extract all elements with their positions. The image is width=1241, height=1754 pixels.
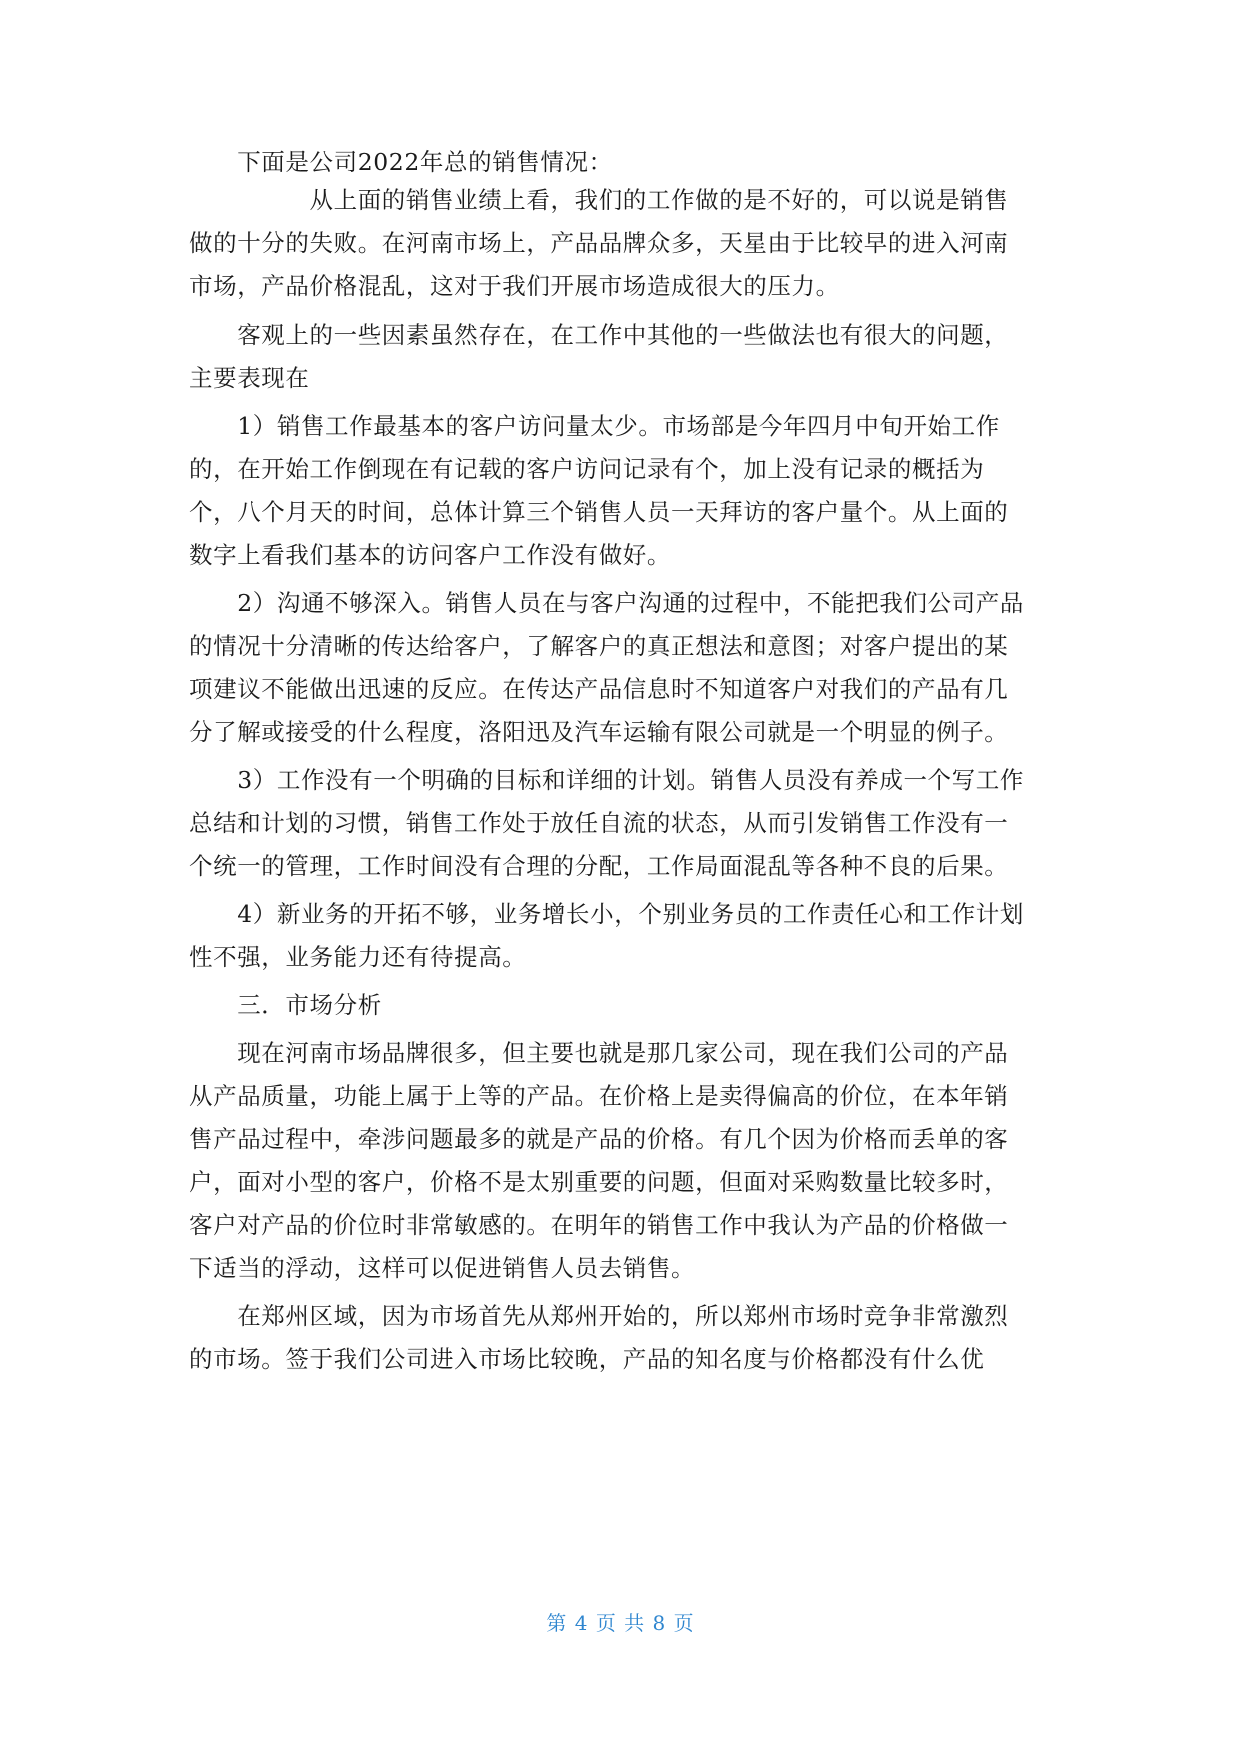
text-line: 项建议不能做出迅速的反应。在传达产品信息时不知道客户对我们的产品有几 <box>189 675 1009 703</box>
text-line: 从产品质量，功能上属于上等的产品。在价格上是卖得偏高的价位，在本年销 <box>189 1082 1009 1110</box>
text-line: 客观上的一些因素虽然存在，在工作中其他的一些做法也有很大的问题， <box>189 321 1009 349</box>
text-line: 个统一的管理，工作时间没有合理的分配，工作局面混乱等各种不良的后果。 <box>189 852 1009 880</box>
text-line: 3）工作没有一个明确的目标和详细的计划。销售人员没有养成一个写工作 <box>189 766 1024 794</box>
text-line: 售产品过程中，牵涉问题最多的就是产品的价格。有几个因为价格而丢单的客 <box>189 1125 1009 1153</box>
text-line: 的市场。签于我们公司进入市场比较晚，产品的知名度与价格都没有什么优 <box>189 1345 985 1373</box>
section-heading: 三．市场分析 <box>189 991 382 1019</box>
text-line: 市场，产品价格混乱，这对于我们开展市场造成很大的压力。 <box>189 272 840 300</box>
text-line: 下面是公司2022年总的销售情况： <box>189 148 613 176</box>
text-line: 1）销售工作最基本的客户访问量太少。市场部是今年四月中旬开始工作 <box>189 412 1000 440</box>
text-line: 主要表现在 <box>189 364 310 392</box>
text-line: 2）沟通不够深入。销售人员在与客户沟通的过程中，不能把我们公司产品 <box>189 589 1024 617</box>
text-line: 客户对产品的价位时非常敏感的。在明年的销售工作中我认为产品的价格做一 <box>189 1211 1009 1239</box>
text-line: 下适当的浮动，这样可以促进销售人员去销售。 <box>189 1254 696 1282</box>
text-line: 分了解或接受的什么程度，洛阳迅及汽车运输有限公司就是一个明显的例子。 <box>189 718 1009 746</box>
text-line: 现在河南市场品牌很多，但主要也就是那几家公司，现在我们公司的产品 <box>189 1039 1009 1067</box>
text-line: 个，八个月天的时间，总体计算三个销售人员一天拜访的客户量个。从上面的 <box>189 498 1009 526</box>
text-line: 在郑州区域，因为市场首先从郑州开始的，所以郑州市场时竞争非常激烈 <box>189 1302 1009 1330</box>
text-line: 的情况十分清晰的传达给客户，了解客户的真正想法和意图；对客户提出的某 <box>189 632 1009 660</box>
text-line: 做的十分的失败。在河南市场上，产品品牌众多，天星由于比较早的进入河南 <box>189 229 1009 257</box>
text-line: 4）新业务的开拓不够，业务增长小，个别业务员的工作责任心和工作计划 <box>189 900 1024 928</box>
text-line: 数字上看我们基本的访问客户工作没有做好。 <box>189 541 671 569</box>
text-line: 性不强，业务能力还有待提高。 <box>189 943 527 971</box>
text-line: 的，在开始工作倒现在有记载的客户访问记录有个，加上没有记录的概括为 <box>189 455 985 483</box>
page-number-footer: 第 4 页 共 8 页 <box>546 1611 695 1635</box>
text-line: 总结和计划的习惯，销售工作处于放任自流的状态，从而引发销售工作没有一 <box>189 809 1009 837</box>
text-line: 户，面对小型的客户，价格不是太别重要的问题，但面对采购数量比较多时， <box>189 1168 1009 1196</box>
text-line: 从上面的销售业绩上看，我们的工作做的是不好的，可以说是销售 <box>189 186 1009 214</box>
